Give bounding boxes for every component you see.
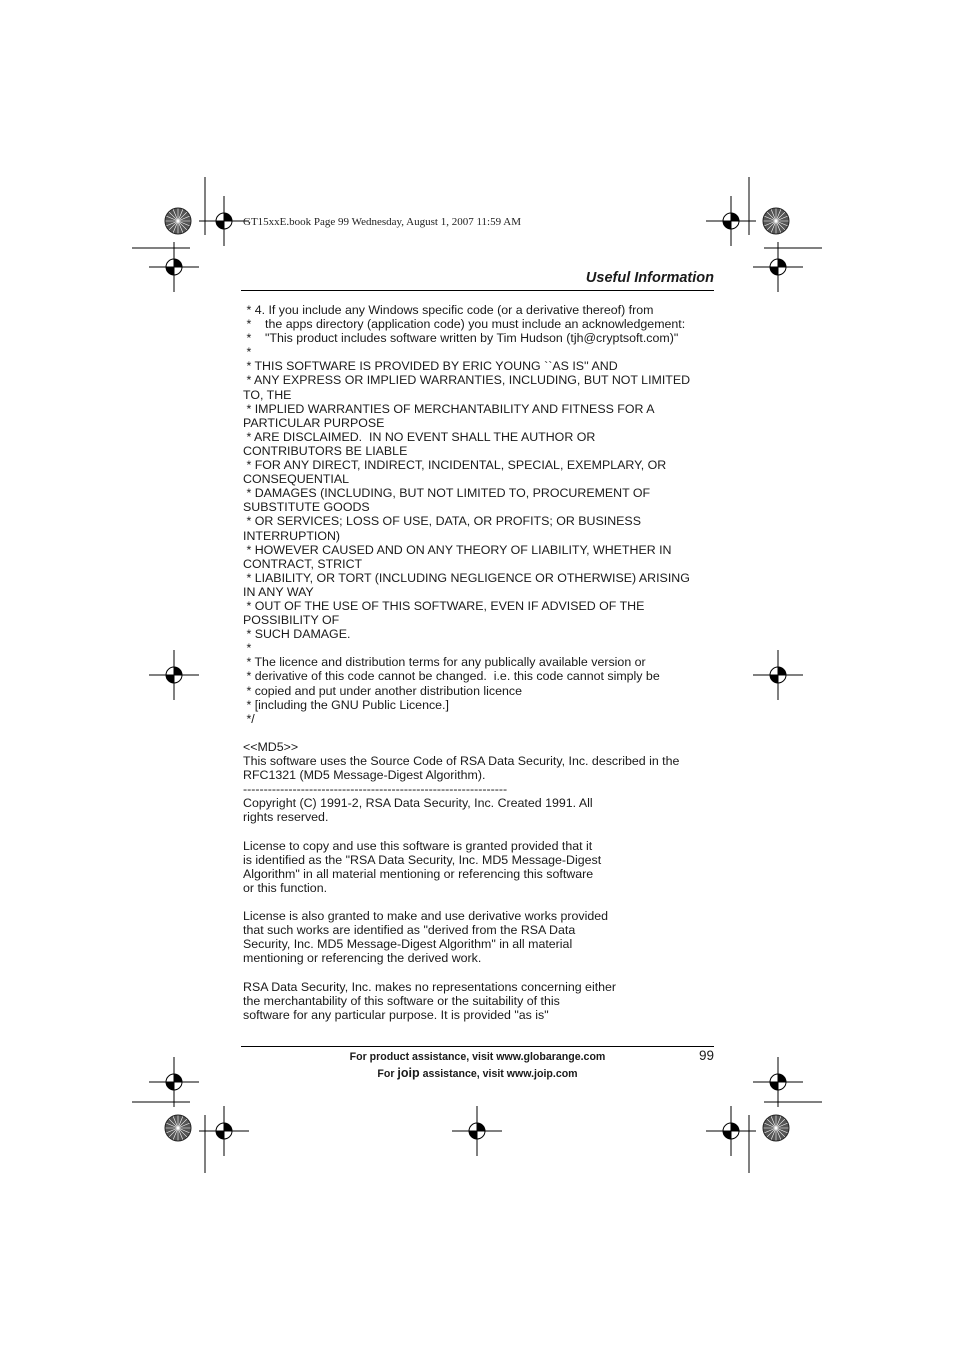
text-line: * derivative of this code cannot be changed. i.e. this code cannot simply be — [243, 669, 660, 684]
text-line: * 4. If you include any Windows specific code (or a derivative thereof) from — [243, 303, 654, 317]
text-line: * The licence and distribution terms for any publically available version or — [243, 655, 646, 670]
text-line: the merchantability of this software or the suitability of this — [243, 993, 560, 1008]
text-line: rights reserved. — [243, 810, 329, 825]
text-line: * "This product includes software written by Tim Hudson (tjh@cryptsoft.com)" — [243, 331, 679, 346]
text-line: RSA Data Security, Inc. makes no representations concerning either — [243, 979, 617, 994]
text-line: CONTRACT, STRICT — [243, 556, 363, 571]
text-line: * FOR ANY DIRECT, INDIRECT, INCIDENTAL, SPECIAL, EXEMPLARY, OR — [243, 458, 667, 473]
text-line: * HOWEVER CAUSED AND ON ANY THEORY OF LIABILITY, WHETHER IN — [243, 542, 672, 557]
file-slug: GT15xxE.book Page 99 Wednesday, August 1, 2007 11:59 AM — [243, 216, 521, 228]
joip-brand: joip — [397, 1066, 420, 1080]
text-line: License is also granted to make and use derivative works provided — [243, 909, 609, 924]
text-line: * the apps directory (application code) you must include an acknowledgement: — [243, 317, 686, 332]
footer-suffix: assistance, visit www.joip.com — [419, 1068, 578, 1080]
text-line: <<MD5>> — [243, 739, 299, 754]
text-line: POSSIBILITY OF — [243, 613, 340, 628]
text-line: CONSEQUENTIAL — [243, 472, 350, 487]
text-line: SUBSTITUTE GOODS — [243, 500, 370, 515]
text-line: software for any particular purpose. It is provided "as is" — [243, 1007, 549, 1022]
footer — [241, 1049, 714, 1082]
text-line: * — [243, 641, 252, 656]
footer-rule — [241, 1046, 714, 1047]
text-line: * THIS SOFTWARE IS PROVIDED BY ERIC YOUNG ``AS IS'' AND — [243, 359, 618, 374]
text-line: * [including the GNU Public Licence.] — [243, 697, 449, 712]
text-line: TO, THE — [243, 387, 292, 402]
header-rule — [241, 290, 714, 291]
text-line: */ — [243, 711, 255, 726]
text-line: * OR SERVICES; LOSS OF USE, DATA, OR PROFITS; OR BUSINESS — [243, 514, 641, 529]
text-line: ---------------------------------------------------------------- — [243, 782, 508, 797]
text-line: This software uses the Source Code of RSA Data Security, Inc. described in the — [243, 754, 680, 768]
text-line: * OUT OF THE USE OF THIS SOFTWARE, EVEN IF ADVISED OF THE — [243, 598, 645, 613]
text-line: * — [243, 345, 252, 360]
text-line — [243, 726, 723, 740]
text-line: CONTRIBUTORS BE LIABLE — [243, 443, 408, 458]
footer-prefix: For — [377, 1068, 398, 1080]
text-line: IN ANY WAY — [243, 584, 314, 599]
text-line: * ANY EXPRESS OR IMPLIED WARRANTIES, INCLUDING, BUT NOT LIMITED — [243, 373, 691, 388]
text-line: RFC1321 (MD5 Message-Digest Algorithm). — [243, 768, 486, 783]
page-number: 99 — [698, 1048, 714, 1063]
text-line: that such works are identified as "derived from the RSA Data — [243, 923, 576, 938]
text-line: * DAMAGES (INCLUDING, BUT NOT LIMITED TO, PROCUREMENT OF — [243, 486, 651, 501]
text-line — [243, 895, 723, 909]
text-line: * LIABILITY, OR TORT (INCLUDING NEGLIGENCE OR OTHERWISE) ARISING — [243, 570, 690, 585]
text-line: is identified as the "RSA Data Security, Inc. MD5 Message-Digest — [243, 852, 602, 867]
text-line: * ARE DISCLAIMED. IN NO EVENT SHALL THE AUTHOR OR — [243, 429, 596, 444]
text-line — [243, 824, 723, 838]
text-line: * IMPLIED WARRANTIES OF MERCHANTABILITY AND FITNESS FOR A — [243, 401, 655, 416]
text-line: INTERRUPTION) — [243, 528, 341, 543]
text-line — [243, 965, 723, 979]
license-text — [243, 303, 723, 1022]
text-line: Security, Inc. MD5 Message-Digest Algorithm" in all material — [243, 937, 573, 952]
text-line: PARTICULAR PURPOSE — [243, 415, 385, 430]
text-line: or this function. — [243, 880, 328, 895]
footer-line-support: For product assistance, visit www.globarange.com — [349, 1051, 606, 1063]
text-line: * SUCH DAMAGE. — [243, 627, 351, 642]
text-line: Algorithm" in all material mentioning or referencing this software — [243, 866, 594, 881]
text-line: License to copy and use this software is granted provided that it — [243, 838, 593, 853]
text-line: Copyright (C) 1991-2, RSA Data Security, Inc. Created 1991. All — [243, 796, 593, 811]
section-title: Useful Information — [585, 270, 714, 286]
text-line: mentioning or referencing the derived work. — [243, 951, 482, 966]
footer-line-joip — [241, 1065, 714, 1082]
text-line: * copied and put under another distribution licence — [243, 683, 522, 698]
